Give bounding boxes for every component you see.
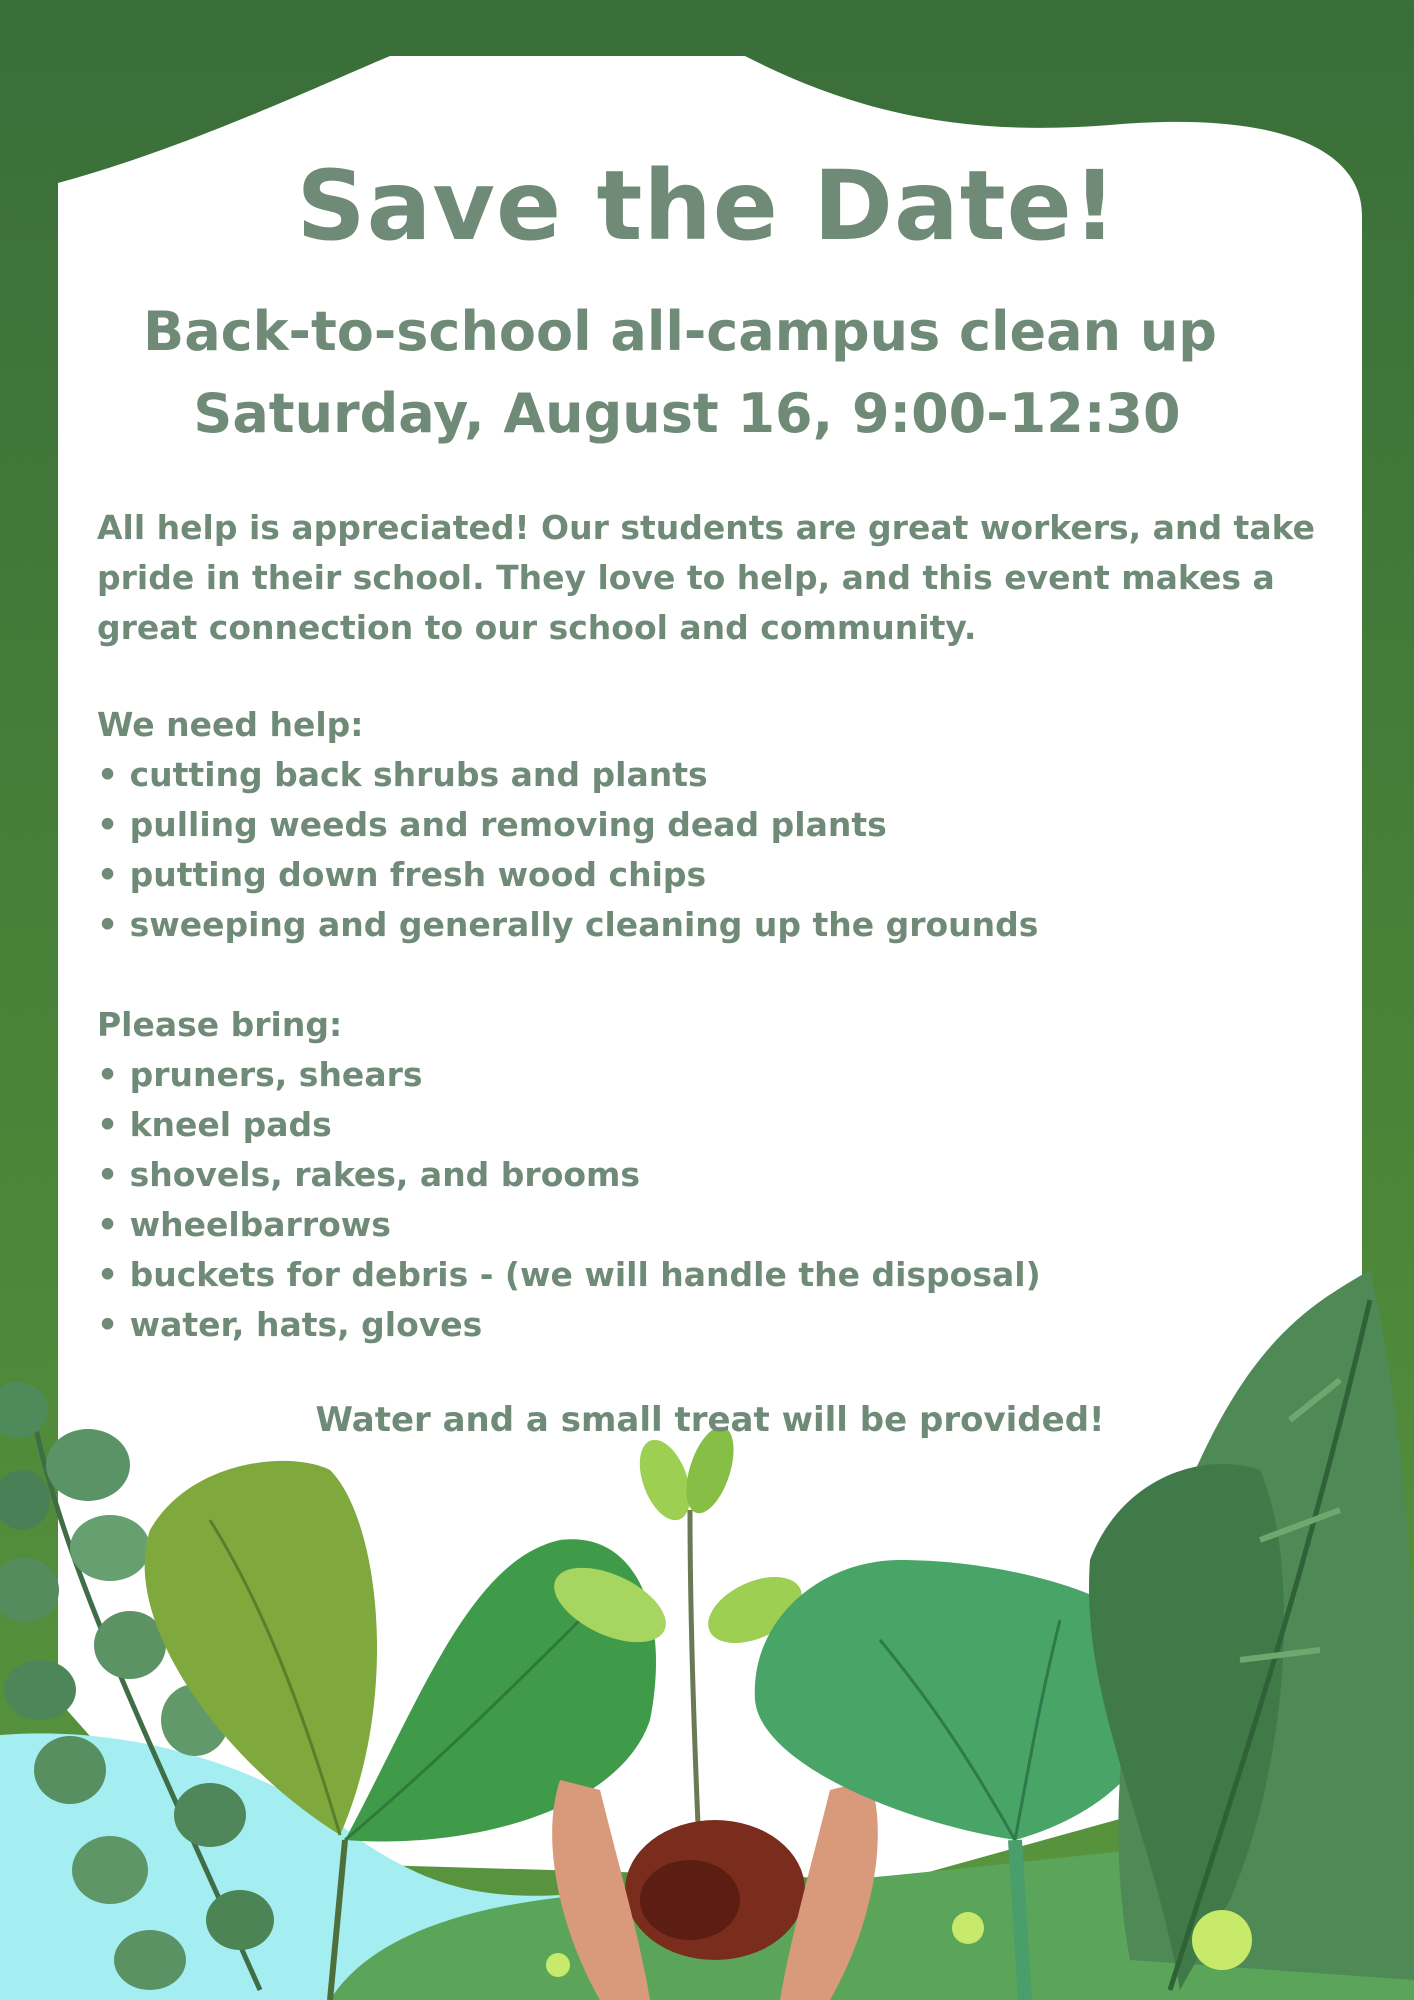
list-item: • shovels, rakes, and brooms — [97, 1150, 1041, 1200]
need-help-heading: We need help: — [97, 705, 364, 744]
list-item: • wheelbarrows — [97, 1200, 1041, 1250]
headline: Save the Date! — [296, 150, 1118, 262]
list-item: • pulling weeds and removing dead plants — [97, 800, 1038, 850]
list-item: • water, hats, gloves — [97, 1300, 1041, 1350]
need-help-list — [97, 750, 1038, 950]
list-item: • sweeping and generally cleaning up the grounds — [97, 900, 1038, 950]
event-date-time: Saturday, August 16, 9:00-12:30 — [193, 382, 1181, 445]
list-item: • cutting back shrubs and plants — [97, 750, 1038, 800]
please-bring-heading: Please bring: — [97, 1005, 343, 1044]
event-title: Back-to-school all-campus clean up — [143, 300, 1217, 363]
list-item: • pruners, shears — [97, 1050, 1041, 1100]
list-item: • putting down fresh wood chips — [97, 850, 1038, 900]
lime-dot — [952, 1912, 984, 1944]
list-item: • kneel pads — [97, 1100, 1041, 1150]
intro-paragraph: All help is appreciated! Our students are great workers, and take pride in their school. They love to help, and this event makes a great connection to our school and community. — [97, 508, 1316, 647]
lime-dot — [1192, 1910, 1252, 1970]
closing-note: Water and a small treat will be provided! — [315, 1400, 1105, 1440]
list-item: • buckets for debris - (we will handle the disposal) — [97, 1250, 1041, 1300]
lime-dot — [546, 1953, 570, 1977]
please-bring-list — [97, 1050, 1041, 1350]
